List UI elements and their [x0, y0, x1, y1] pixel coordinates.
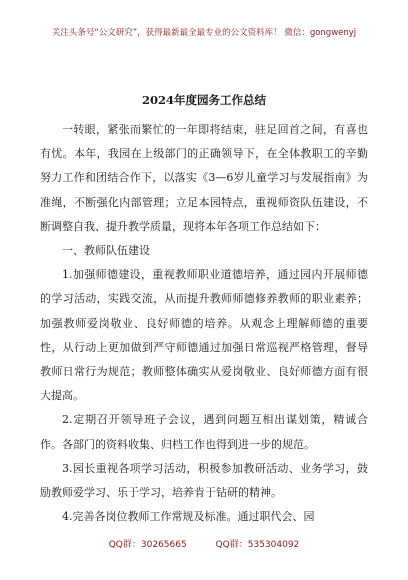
paragraph-item-3: 3.园长重视各项学习活动，积极参加教研活动、业务学习，鼓励教师爱学习、乐于学习，培养肯于钻研的精神。 [40, 461, 368, 500]
intro-paragraph: 一转眼，紧张而繁忙的一年即将结束，驻足回首之间，有喜也有忧。本年，我园在上级部门的正确领导下，在全体教职工的辛勤努力工作和团结合作下，以落实《3—6岁儿童学习与发展指南》为准绳，不断强化内部管理；立足本园特点，重视师资队伍建设，不断调整自我、提升教学质量，现将本年各项工作总结如下： [40, 123, 368, 233]
footer [0, 537, 408, 550]
document-title: 2024年度园务工作总结 [141, 93, 266, 107]
footer-qq-group-1: QQ群：30265665 [108, 540, 187, 550]
document-body [40, 118, 368, 529]
section-heading: 一、教师队伍建设 [62, 244, 150, 258]
paragraph-item-4: 4.完善各岗位教师工作常规及标准。通过职代会、园 [62, 510, 315, 524]
paragraph-item-2: 2.定期召开领导班子会议，遇到问题互相出谋划策，精诚合作。各部门的资料收集、归档工作也得到进一步的规范。 [40, 413, 368, 451]
footer-qq-group-2: QQ群：535304092 [215, 540, 300, 550]
paragraph-item-1: 1.加强师德建设，重视教师职业道德培养，通过园内开展师德的学习活动，实践交流，从而提升教师师德修养教师的职业素养；加强教师爱岗敬业、良好师德的培养。从观念上理解师德的重要性，从行动上更加做到严守师德通过加强日常巡视严格管理，督导教师日常行为规范；教师整体确实从爱岗敬业、良好师德方面有很大提高。 [40, 268, 368, 403]
header-note: 关注头条号“公文研究”，获得最新最全最专业的公文资料库！ 微信：gongwenyj [51, 28, 357, 38]
